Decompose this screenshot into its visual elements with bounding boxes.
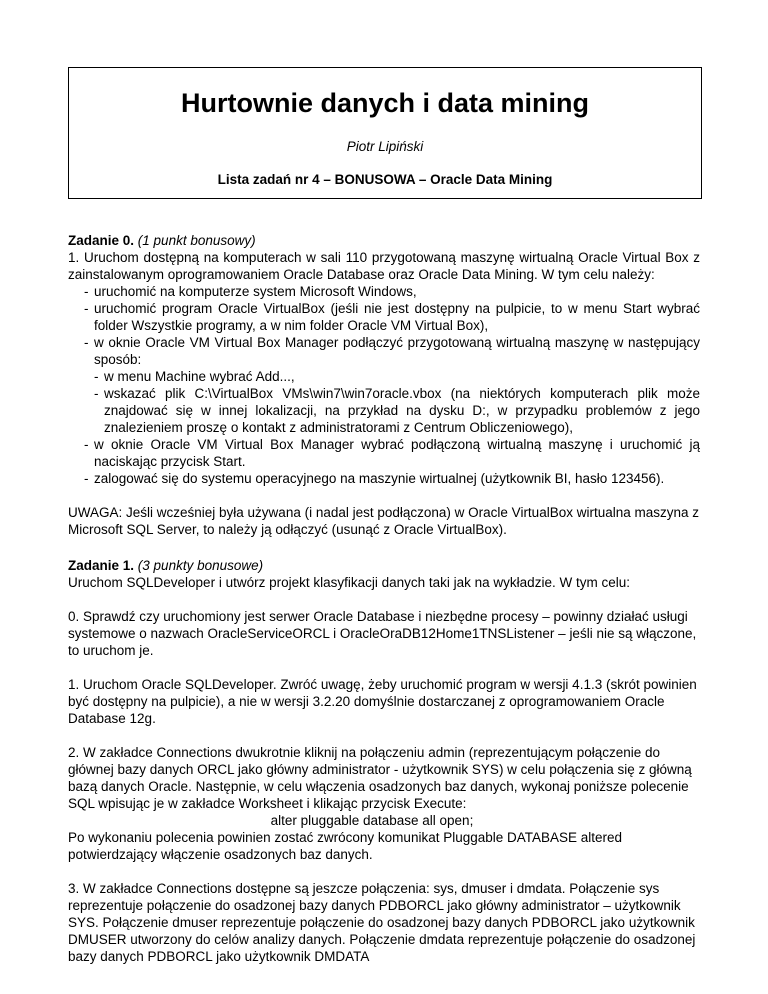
step-item xyxy=(84,334,700,436)
task-0-heading xyxy=(68,232,700,249)
document-body xyxy=(68,232,700,965)
task-1-label: Zadanie 1. xyxy=(68,558,135,573)
task-0-intro: 1. Uruchom dostępną na komputerach w sali 110 przygotowaną maszynę wirtualną Oracle Virtual Box z zainstalowanym oprogramowaniem Oracle Database oraz Oracle Data Mining. W tym celu należy: xyxy=(68,250,700,282)
task-1-points: (3 punkty bonusowe) xyxy=(137,558,264,573)
task-1-step-2: 2. W zakładce Connections dwukrotnie kliknij na połączeniu admin (reprezentującym połączenie do głównej bazy danych ORCL jako główny administrator - użytkownik SYS) w celu połączenia się z główną bazą danych Oracle. Następnie, w celu włączenia osadzonych baz danych, wykonaj poniższe polecenie SQL wpisując je w zakładce Worksheet i klikając przycisk Execute: xyxy=(68,745,692,811)
step-item: - zalogować się do systemu operacyjnego na maszynie wirtualnej (użytkownik BI, hasło 123456). xyxy=(84,470,700,487)
task-0-points: (1 punkt bonusowy) xyxy=(137,233,256,248)
task-0-note: UWAGA: Jeśli wcześniej była używana (i nadal jest podłączona) w Oracle VirtualBox wirtualna maszyna z Microsoft SQL Server, to należy ją odłączyć (usunąć z Oracle VirtualBox). xyxy=(68,505,700,537)
task-1-intro: Uruchom SQLDeveloper i utwórz projekt klasyfikacji danych taki jak na wykładzie. W tym celu: xyxy=(68,575,630,590)
substep-item: - wskazać plik C:\VirtualBox VMs\win7\win7oracle.vbox (na niektórych komputerach plik może znajdować się w innej lokalizacji, na przykład na dysku D:, w przypadku problemów z jego znalezieniem proszę o kontakt z administratorami z Centrum Obliczeniowego), xyxy=(94,385,700,436)
step-item: - w oknie Oracle VM Virtual Box Manager wybrać podłączoną wirtualną maszynę i uruchomić ją naciskając przycisk Start. xyxy=(84,436,700,470)
task-1-step-3: 3. W zakładce Connections dostępne są jeszcze połączenia: sys, dmuser i dmdata. Połączenie sys reprezentuje połączenie do osadzonej bazy danych PDBORCL jako główny administrator – użytkownik SYS. Połączenie dmuser reprezentuje połączenie do osadzonej bazy danych PDBORCL jako użytkownik DMUSER utworzony do celów analizy danych. Połączenie dmdata reprezentuje połączenie do osadzonej bazy danych PDBORCL jako użytkownik DMDATA xyxy=(68,881,696,964)
task-1-heading xyxy=(68,557,700,574)
task-1 xyxy=(68,557,700,965)
task-1-step-1: 1. Uruchom Oracle SQLDeveloper. Zwróć uwagę, żeby uruchomić program w wersji 4.1.3 (skrót powinien być dostępny na pulpicie), a nie w wersji 3.2.20 domyślnie dostarczanej z oprogramowaniem Oracle Database 12g. xyxy=(68,677,697,726)
task-1-step-2-result: Po wykonaniu polecenia powinien zostać zwrócony komunikat Pluggable DATABASE altered potwierdzający włączenie osadzonych baz danych. xyxy=(68,830,623,862)
task-0-substeps xyxy=(94,368,700,436)
step-item: - uruchomić program Oracle VirtualBox (jeśli nie jest dostępny na pulpicie, to w menu Start wybrać folder Wszystkie programy, a w nim folder Oracle VM Virtual Box), xyxy=(84,300,700,334)
title-box xyxy=(68,67,702,199)
document-title: Hurtownie danych i data mining xyxy=(180,88,590,118)
task-0-label: Zadanie 0. xyxy=(68,233,135,248)
task-1-step-0: 0. Sprawdź czy uruchomiony jest serwer Oracle Database i niezbędne procesy – powinny działać usługi systemowe o nazwach OracleServiceORCL i OracleOraDB12Home1TNSListener – jeśli nie są włączone, to uruchom je. xyxy=(68,609,697,658)
task-0-steps xyxy=(68,283,700,487)
step-text: w oknie Oracle VM Virtual Box Manager podłączyć przygotowaną wirtualną maszynę w następujący sposób: xyxy=(94,335,700,367)
substep-item: - w menu Machine wybrać Add..., xyxy=(94,368,700,385)
author: Piotr Lipiński xyxy=(346,139,424,154)
step-item: - uruchomić na komputerze system Microsoft Windows, xyxy=(84,283,700,300)
list-subtitle: Lista zadań nr 4 – BONUSOWA – Oracle Data Mining xyxy=(217,172,553,187)
task-0 xyxy=(68,232,700,538)
sql-command: alter pluggable database all open; xyxy=(270,813,474,828)
